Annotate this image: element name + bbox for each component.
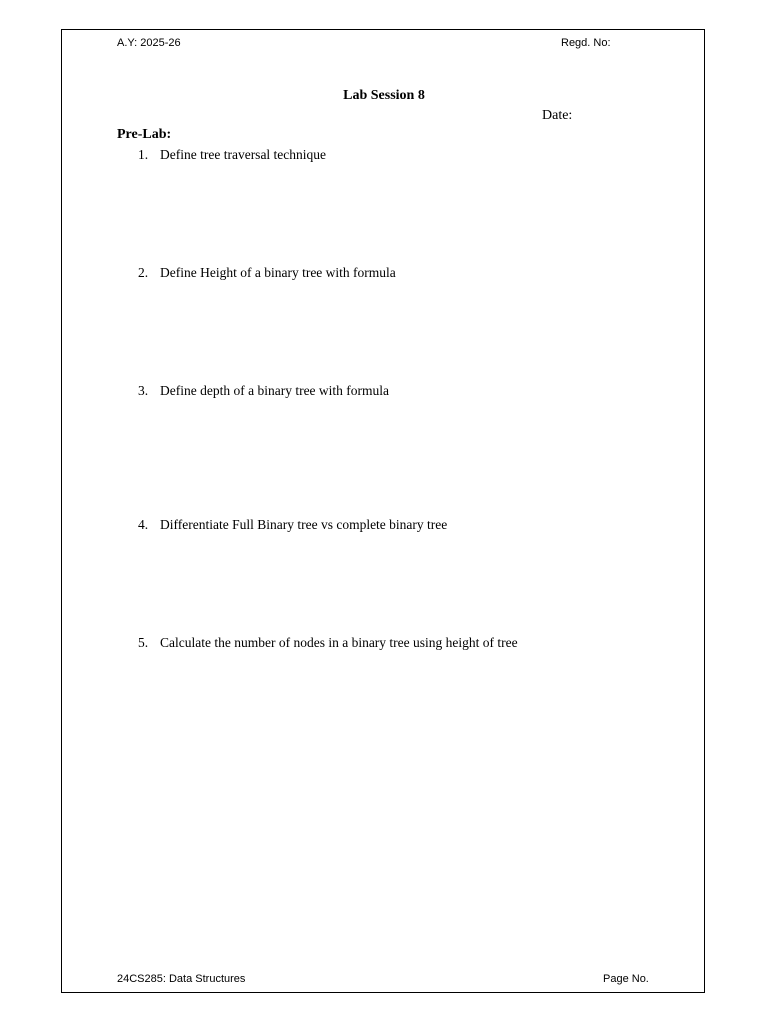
question-text: Differentiate Full Binary tree vs complete binary tree	[160, 517, 448, 532]
question-5	[138, 635, 518, 651]
question-1	[138, 147, 326, 163]
regd-no-label: Regd. No:	[561, 37, 611, 49]
question-3	[138, 383, 389, 399]
question-text: Calculate the number of nodes in a binary tree using height of tree	[160, 635, 518, 650]
question-number: 3.	[138, 383, 149, 398]
question-number: 2.	[138, 265, 149, 280]
academic-year: A.Y: 2025-26	[117, 37, 181, 49]
question-text: Define depth of a binary tree with formula	[160, 383, 390, 398]
footer-page-no: Page No.	[603, 973, 649, 985]
question-number: 4.	[138, 517, 149, 532]
question-number: 5.	[138, 635, 149, 650]
question-text: Define tree traversal technique	[160, 147, 327, 162]
question-4	[138, 517, 447, 533]
question-number: 1.	[138, 147, 149, 162]
question-text: Define Height of a binary tree with formula	[160, 265, 396, 280]
date-label: Date:	[542, 108, 573, 123]
page-border	[61, 29, 705, 993]
question-2	[138, 265, 396, 281]
page-title: Lab Session 8	[343, 88, 425, 103]
footer-course: 24CS285: Data Structures	[117, 973, 246, 985]
section-title-prelab: Pre-Lab:	[117, 127, 172, 142]
